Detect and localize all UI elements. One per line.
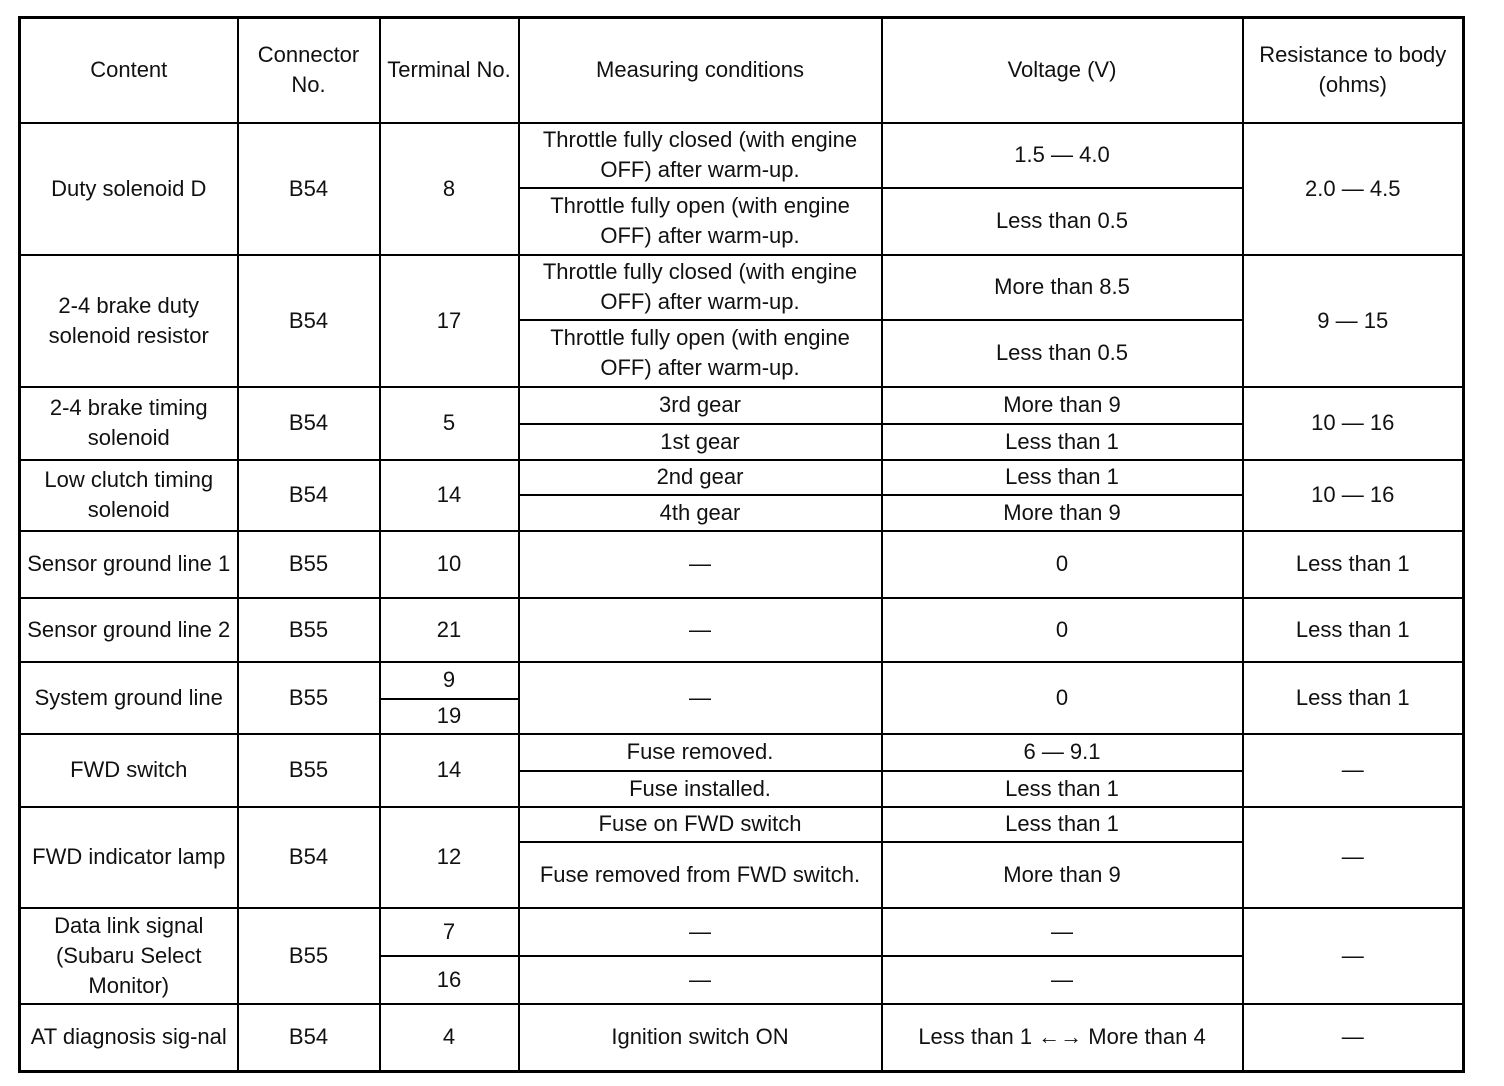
condition-cell: Ignition switch ON — [519, 1004, 882, 1072]
terminal-cell: 12 — [380, 807, 519, 908]
content-cell: Sensor ground line 1 — [20, 531, 238, 598]
voltage-cell: More than 9 — [882, 387, 1243, 424]
condition-cell: 2nd gear — [519, 460, 882, 495]
condition-cell: — — [519, 531, 882, 598]
terminal-cell: 7 — [380, 908, 519, 956]
header-row — [20, 18, 1464, 123]
content-cell: Sensor ground line 2 — [20, 598, 238, 662]
voltage-cell: Less than 1 — [882, 460, 1243, 495]
terminal-cell: 14 — [380, 460, 519, 531]
voltage-cell: Less than 1 — [882, 424, 1243, 460]
content-cell: System ground line — [20, 662, 238, 734]
voltage-cell: Less than 1 ←→ More than 4 — [882, 1004, 1243, 1072]
condition-cell: 4th gear — [519, 495, 882, 531]
header-conditions: Measuring conditions — [519, 18, 882, 123]
table-row — [20, 460, 1464, 495]
voltage-cell: Less than 0.5 — [882, 188, 1243, 255]
voltage-cell: 0 — [882, 598, 1243, 662]
condition-cell: 3rd gear — [519, 387, 882, 424]
header-terminal: Terminal No. — [380, 18, 519, 123]
header-content: Content — [20, 18, 238, 123]
terminal-cell: 10 — [380, 531, 519, 598]
voltage-cell: Less than 1 — [882, 771, 1243, 807]
terminal-cell: 8 — [380, 123, 519, 255]
header-voltage: Voltage (V) — [882, 18, 1243, 123]
header-resistance: Resistance to body (ohms) — [1243, 18, 1464, 123]
condition-cell: Throttle fully open (with engine OFF) after warm-up. — [519, 320, 882, 387]
condition-cell: Throttle fully closed (with engine OFF) after warm-up. — [519, 123, 882, 188]
resistance-cell: — — [1243, 1004, 1464, 1072]
table-row — [20, 598, 1464, 662]
connector-cell: B55 — [238, 531, 380, 598]
voltage-cell: More than 9 — [882, 495, 1243, 531]
table-row — [20, 807, 1464, 842]
terminal-cell: 21 — [380, 598, 519, 662]
terminal-cell: 17 — [380, 255, 519, 387]
table-row — [20, 908, 1464, 956]
resistance-cell: 9 — 15 — [1243, 255, 1464, 387]
voltage-cell: 6 — 9.1 — [882, 734, 1243, 771]
resistance-cell: 10 — 16 — [1243, 460, 1464, 531]
voltage-cell: 0 — [882, 662, 1243, 734]
condition-cell: — — [519, 662, 882, 734]
resistance-cell: 10 — 16 — [1243, 387, 1464, 460]
table-row — [20, 734, 1464, 771]
terminal-cell: 19 — [380, 699, 519, 734]
condition-cell: — — [519, 908, 882, 956]
condition-cell: Throttle fully open (with engine OFF) after warm-up. — [519, 188, 882, 255]
voltage-cell: More than 9 — [882, 842, 1243, 908]
table-row — [20, 531, 1464, 598]
voltage-cell: — — [882, 908, 1243, 956]
table-row — [20, 662, 1464, 699]
content-cell: AT diagnosis sig-nal — [20, 1004, 238, 1072]
table-row — [20, 387, 1464, 424]
content-cell: Low clutch timing solenoid — [20, 460, 238, 531]
voltage-cell: 0 — [882, 531, 1243, 598]
resistance-cell: Less than 1 — [1243, 662, 1464, 734]
connector-cell: B54 — [238, 1004, 380, 1072]
connector-cell: B55 — [238, 598, 380, 662]
terminal-cell: 9 — [380, 662, 519, 699]
table-row — [20, 1004, 1464, 1072]
resistance-cell: — — [1243, 908, 1464, 1004]
voltage-cell: — — [882, 956, 1243, 1004]
condition-cell: — — [519, 956, 882, 1004]
voltage-cell: 1.5 — 4.0 — [882, 123, 1243, 188]
terminal-cell: 14 — [380, 734, 519, 807]
voltage-cell: More than 8.5 — [882, 255, 1243, 320]
content-cell: FWD switch — [20, 734, 238, 807]
condition-cell: Fuse removed from FWD switch. — [519, 842, 882, 908]
terminal-cell: 16 — [380, 956, 519, 1004]
connector-cell: B55 — [238, 908, 380, 1004]
resistance-cell: 2.0 — 4.5 — [1243, 123, 1464, 255]
voltage-cell: Less than 1 — [882, 807, 1243, 842]
condition-cell: Fuse removed. — [519, 734, 882, 771]
condition-cell: Throttle fully closed (with engine OFF) after warm-up. — [519, 255, 882, 320]
table-row — [20, 123, 1464, 188]
terminal-cell: 5 — [380, 387, 519, 460]
content-cell: FWD indicator lamp — [20, 807, 238, 908]
condition-cell: 1st gear — [519, 424, 882, 460]
connector-cell: B54 — [238, 255, 380, 387]
condition-cell: — — [519, 598, 882, 662]
condition-cell: Fuse installed. — [519, 771, 882, 807]
resistance-cell: — — [1243, 734, 1464, 807]
resistance-cell: Less than 1 — [1243, 531, 1464, 598]
content-cell: 2-4 brake timing solenoid — [20, 387, 238, 460]
header-connector: Connector No. — [238, 18, 380, 123]
voltage-cell: Less than 0.5 — [882, 320, 1243, 387]
connector-cell: B55 — [238, 662, 380, 734]
table-row — [20, 255, 1464, 320]
connector-cell: B54 — [238, 123, 380, 255]
connector-cell: B54 — [238, 460, 380, 531]
resistance-cell: — — [1243, 807, 1464, 908]
connector-cell: B54 — [238, 807, 380, 908]
content-cell: Duty solenoid D — [20, 123, 238, 255]
resistance-cell: Less than 1 — [1243, 598, 1464, 662]
content-cell: Data link signal (Subaru Select Monitor) — [20, 908, 238, 1004]
terminal-voltage-table — [18, 16, 1465, 1073]
connector-cell: B55 — [238, 734, 380, 807]
condition-cell: Fuse on FWD switch — [519, 807, 882, 842]
content-cell: 2-4 brake duty solenoid resistor — [20, 255, 238, 387]
terminal-cell: 4 — [380, 1004, 519, 1072]
connector-cell: B54 — [238, 387, 380, 460]
